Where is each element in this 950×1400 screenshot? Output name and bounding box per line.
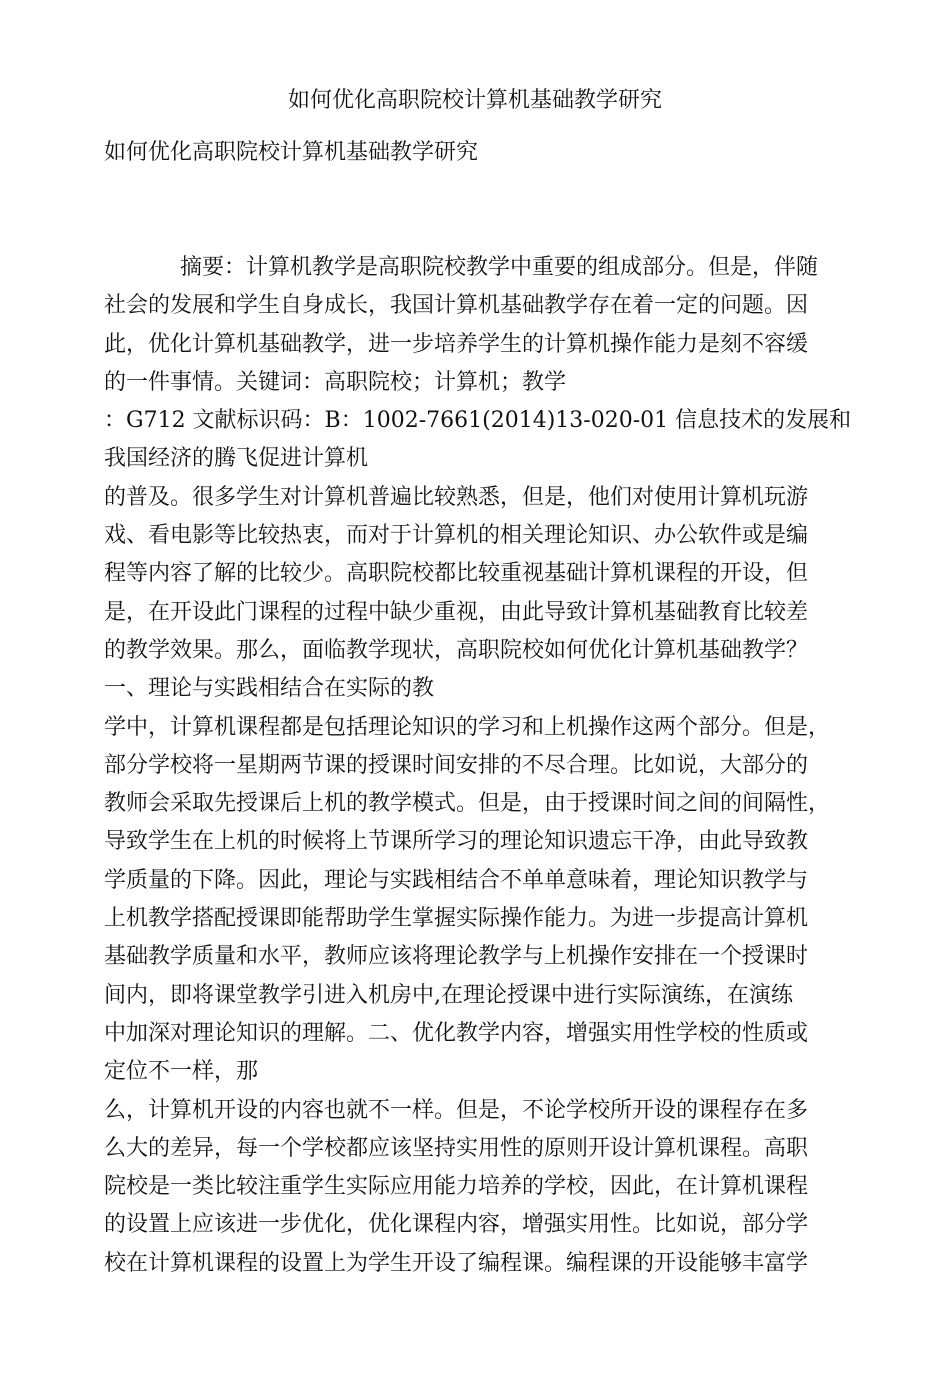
page-subtitle: 如何优化高职院校计算机基础教学研究 (104, 140, 479, 165)
text-line: 一、理论与实践相结合在实际的教 (104, 676, 435, 702)
text-line: 学质量的下降。因此，理论与实践相结合不单单意味着，理论知识教学与 (104, 867, 809, 893)
text-line: 校在计算机课程的设置上为学生开设了编程课。编程课的开设能够丰富学 (104, 1250, 809, 1276)
text-line: 程等内容了解的比较少。高职院校都比较重视基础计算机课程的开设，但 (104, 561, 809, 587)
text-line: 间内，即将课堂教学引进入机房中,在理论授课中进行实际演练，在演练 (104, 982, 793, 1008)
text-line: 社会的发展和学生自身成长，我国计算机基础教学存在着一定的问题。因 (104, 293, 809, 319)
text-line: 的一件事情。关键词：高职院校；计算机；教学 (104, 369, 567, 395)
text-line: 基础教学质量和水平，教师应该将理论教学与上机操作安排在一个授课时 (104, 944, 809, 970)
body-text (104, 249, 864, 1283)
text-line: 摘要：计算机教学是高职院校教学中重要的组成部分。但是，伴随 (180, 255, 819, 280)
text-line: 中加深对理论知识的理解。二、优化教学内容，增强实用性学校的性质或 (104, 1020, 809, 1046)
text-line: 的设置上应该进一步优化，优化课程内容，增强实用性。比如说，部分学 (104, 1212, 809, 1238)
text-line: 教师会采取先授课后上机的教学模式。但是，由于授课时间之间的间隔性， (104, 791, 831, 817)
page-title: 如何优化高职院校计算机基础教学研究 (287, 88, 662, 113)
text-line: 部分学校将一星期两节课的授课时间安排的不尽合理。比如说，大部分的 (104, 752, 809, 778)
text-line: 学中，计算机课程都是包括理论知识的学习和上机操作这两个部分。但是， (104, 714, 831, 740)
text-line: 定位不一样，那 (104, 1059, 259, 1085)
text-line: 是，在开设此门课程的过程中缺少重视，由此导致计算机基础教育比较差 (104, 599, 809, 625)
text-line: ：G712 文献标识码：B：1002-7661(2014)13-020-01 信息技术的发展和 (104, 408, 852, 434)
text-line: 此，优化计算机基础教学，进一步培养学生的计算机操作能力是刻不容缓 (104, 331, 809, 357)
text-line: 导致学生在上机的时候将上节课所学习的理论知识遗忘干净，由此导致教 (104, 829, 809, 855)
text-line: 我国经济的腾飞促进计算机 (104, 446, 369, 472)
text-line: 的教学效果。那么，面临教学现状，高职院校如何优化计算机基础教学？ (104, 637, 809, 663)
text-line: 院校是一类比较注重学生实际应用能力培养的学校，因此，在计算机课程 (104, 1174, 809, 1200)
text-line: 戏、看电影等比较热衷，而对于计算机的相关理论知识、办公软件或是编 (104, 523, 809, 549)
text-line: 么，计算机开设的内容也就不一样。但是，不论学校所开设的课程存在多 (104, 1097, 809, 1123)
text-line: 的普及。很多学生对计算机普遍比较熟悉，但是，他们对使用计算机玩游 (104, 484, 809, 510)
text-line: 上机教学搭配授课即能帮助学生掌握实际操作能力。为进一步提高计算机 (104, 906, 809, 932)
text-line: 么大的差异，每一个学校都应该坚持实用性的原则开设计算机课程。高职 (104, 1135, 809, 1161)
